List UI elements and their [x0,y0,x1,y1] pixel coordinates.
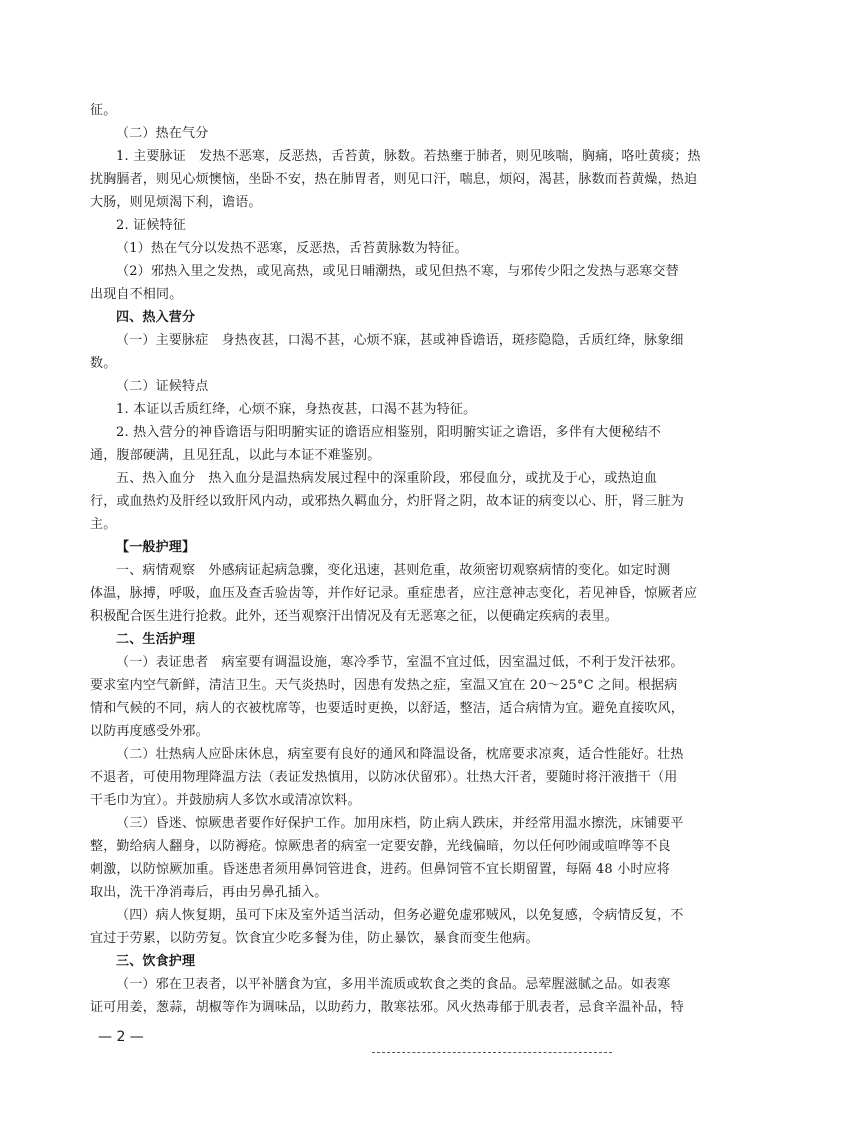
text-line: 整，勤给病人翻身，以防褥疮。惊厥患者的病室一定要安静，光线偏暗，勿以任何吵闹或喧哗等不良 [90,839,671,854]
section-heading: 三、饮食护理 [116,954,196,969]
text-line: 积极配合医生进行抢救。此外，还当观察汗出情况及有无恶寒之征，以便确定疾病的表里。 [90,609,619,624]
subheading: （二）热在气分 [116,126,209,141]
subheading: 2. 证候特征 [116,218,186,233]
footer-divider [372,1052,612,1054]
section-heading: 四、热入营分 [116,310,196,325]
text-line: 取出，洗干净消毒后，再由另鼻孔插入。 [90,885,328,900]
text-line: 征。 [90,103,117,118]
text-line: 行，或血热灼及肝经以致肝风内动，或邪热久羁血分，灼肝肾之阴，故本证的病变以心、肝，肾三脏为 [90,494,685,509]
text-line: 出现自不相同。 [90,287,183,302]
text-line: （一）主要脉症 身热夜甚，口渴不甚，心烦不寐，甚或神昏谵语，斑疹隐隐，舌质红绛，脉象细 [116,333,684,348]
text-line: （三）昏迷、惊厥患者要作好保护工作。加用床档，防止病人跌床，并经常用温水擦洗，床铺要平 [116,816,684,831]
text-line: 大肠，则见烦渴下利，谵语。 [90,195,262,210]
text-line: 证可用姜，葱蒜，胡椒等作为调味品，以助药力，散寒祛邪。风火热毒郁于肌表者，忌食辛温补品，特 [90,1000,685,1015]
text-line: 刺激，以防惊厥加重。昏迷患者须用鼻饲管进食，进药。但鼻饲管不宜长期留置，每隔 48 小时应将 [90,862,671,877]
section-heading: 二、生活护理 [116,632,196,647]
page-number: — 2 — [98,1029,144,1045]
text-line: 1. 主要脉证 发热不恶寒，反恶热，舌苔黄，脉数。若热壅于肺者，则见咳喘，胸痛，咯吐黄痰；热 [116,149,701,164]
text-line: （一）表证患者 病室要有调温设施，寒冷季节，室温不宜过低，因室温过低，不利于发汗祛邪。 [116,655,684,670]
text-line: （二）壮热病人应卧床休息，病室要有良好的通风和降温设备，枕席要求凉爽，适合性能好。壮热 [116,747,684,762]
text-line: （1）热在气分以发热不恶寒，反恶热，舌苔黄脉数为特征。 [116,241,468,256]
text-line: 体温，脉搏，呼吸，血压及查舌验齿等，并作好记录。重症患者，应注意神志变化，若见神昏，惊厥者应 [90,586,698,601]
text-line: 以防再度感受外邪。 [90,724,209,739]
text-line: （一）邪在卫表者，以平补膳食为宜，多用半流质或软食之类的食品。忌荤腥滋腻之品。如表寒 [116,977,671,992]
text-line: 要求室内空气新鲜，清洁卫生。天气炎热时，因患有发热之症，室温又宜在 20～25°C 之间。根据病 [90,678,678,693]
text-line: 不退者，可使用物理降温方法（表证发热慎用，以防冰伏留邪）。壮热大汗者，要随时将汗液揩干（用 [90,770,678,785]
text-line: 1. 本证以舌质红绛，心烦不寐，身热夜甚，口渴不甚为特征。 [116,402,477,417]
text-line: 数。 [90,356,117,371]
text-line: 宜过于劳累，以防劳复。饮食宜少吃多餐为佳，防止暴饮，暴食而变生他病。 [90,931,539,946]
text-line: 五、热入血分 热入血分是温热病发展过程中的深重阶段，邪侵血分，或扰及于心，或热迫血 [116,471,658,486]
text-line: 扰胸膈者，则见心烦懊恼，坐卧不安，热在肺胃者，则见口汗，喘息，烦闷，渴甚，脉数而苔黄燥，热迫 [90,172,698,187]
text-line: 通，腹部硬满，且见狂乱，以此与本证不难鉴别。 [90,448,381,463]
text-line: 2. 热入营分的神昏谵语与阳明腑实证的谵语应相鉴别，阳明腑实证之谵语，多伴有大便秘结不 [116,425,662,440]
text-line: 一、病情观察 外感病证起病急骤，变化迅速，甚则危重，故须密切观察病情的变化。如定时测 [116,563,671,578]
text-line: （2）邪热入里之发热，或见高热，或见日晡潮热，或见但热不寒，与邪传少阳之发热与恶寒交替 [116,264,679,279]
subheading: （二）证候特点 [116,379,209,394]
text-line: 情和气候的不同，病人的衣被枕席等，也要适时更换，以舒适，整洁，适合病情为宜。避免直接吹风， [90,701,685,716]
section-heading: 【一般护理】 [116,540,196,555]
text-line: 主。 [90,517,117,532]
text-line: （四）病人恢复期，虽可下床及室外适当活动，但务必避免虚邪贼风，以免复感，令病情反复，不 [116,908,684,923]
text-line: 干毛巾为宜）。并鼓励病人多饮水或清凉饮料。 [90,793,361,808]
